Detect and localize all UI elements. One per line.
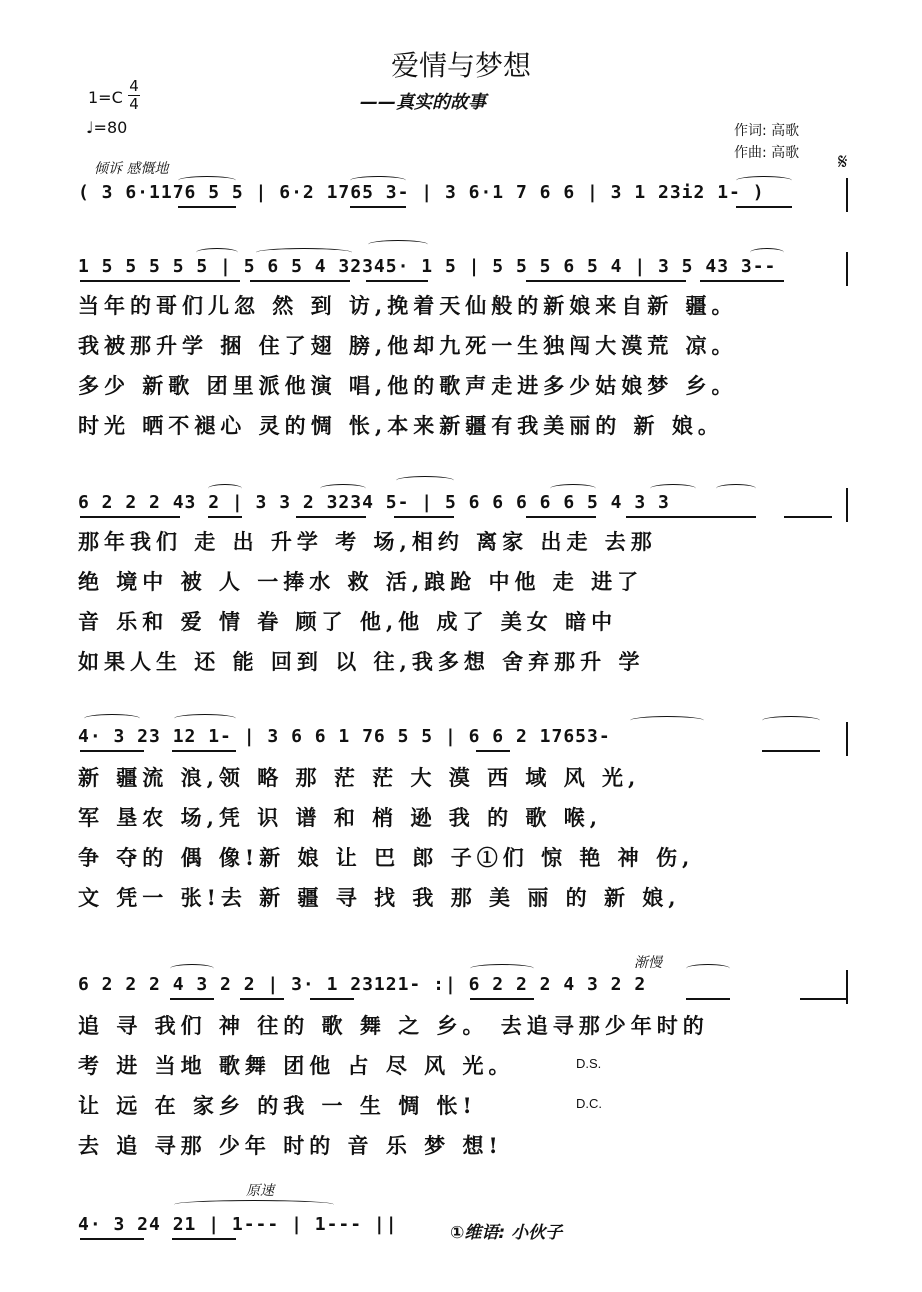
intro-expression: 倾诉 感慨地 — [94, 161, 169, 177]
music-line-3: 6 2 2 2 43 2 | 3 3 2 3234 5- | 5 6 6 6 6 6 5 4 3 3 — [78, 492, 670, 513]
lyricist-credit: 作词: 高歌 — [734, 123, 800, 139]
slur — [470, 964, 534, 973]
footnote: ①维语: 小伙子 — [450, 1223, 563, 1243]
beam-underline — [686, 998, 730, 1000]
beam-underline — [80, 750, 144, 752]
slur — [650, 484, 696, 493]
slur — [550, 484, 596, 493]
song-title: 爱情与梦想 — [390, 49, 531, 82]
lyric-line: 当年的哥们儿忽 然 到 访,挽着天仙般的新娘来自新 疆。 — [78, 293, 738, 318]
ds-marking: D.S. — [576, 1056, 602, 1071]
beam-underline — [366, 280, 428, 282]
slur — [350, 176, 406, 185]
slur — [170, 964, 214, 973]
beam-underline — [350, 206, 406, 208]
slur — [750, 248, 784, 257]
slur — [762, 716, 820, 725]
barline — [846, 252, 848, 286]
slur — [630, 716, 704, 725]
slur — [320, 484, 366, 493]
barline — [846, 722, 848, 756]
original-tempo-expression: 原速 — [246, 1183, 274, 1199]
beam-underline — [526, 280, 686, 282]
beam-underline — [784, 516, 832, 518]
beam-underline — [250, 280, 350, 282]
slur — [84, 714, 140, 723]
slur — [686, 964, 730, 973]
beam-underline — [626, 516, 756, 518]
lyric-line: 考 进 当地 歌舞 团他 占 尽 风 光。 — [78, 1053, 515, 1078]
slur — [174, 714, 236, 723]
beam-underline — [80, 280, 240, 282]
slur — [368, 240, 428, 249]
beam-underline — [476, 750, 510, 752]
lyric-line: 去 追 寻那 少年 时的 音 乐 梦 想! — [78, 1133, 503, 1158]
lyric-line: 让 远 在 家乡 的我 一 生 惆 怅! — [78, 1093, 477, 1118]
music-line-5: 6 2 2 2 4 3 2 2 | 3· 1 23121- :| 6 2 2 2 4 3 2 2 — [78, 974, 647, 995]
lyric-line: 追 寻 我们 神 往的 歌 舞 之 乡。 去追寻那少年时的 — [78, 1013, 709, 1038]
slur — [256, 248, 352, 257]
slur — [396, 476, 454, 485]
lyric-line: 如果人生 还 能 回到 以 往,我多想 舍弃那升 学 — [78, 649, 645, 674]
lyric-line: 文 凭一 张!去 新 疆 寻 找 我 那 美 丽 的 新 娘, — [78, 885, 681, 910]
beam-underline — [172, 1238, 236, 1240]
beam-underline — [172, 750, 236, 752]
song-subtitle: ——真实的故事 — [360, 92, 486, 113]
tempo-marking: ♩=80 — [86, 118, 128, 137]
slur — [178, 176, 236, 185]
beam-underline — [296, 516, 366, 518]
barline — [846, 488, 848, 522]
barline — [846, 178, 848, 212]
slur — [736, 176, 792, 185]
music-line-4: 4· 3 23 12 1- | 3 6 6 1 76 5 5 | 6 6 2 17653- — [78, 726, 611, 747]
beam-underline — [240, 998, 284, 1000]
beam-underline — [394, 516, 454, 518]
lyric-line: 音 乐和 爱 情 眷 顾了 他,他 成了 美女 暗中 — [78, 609, 618, 634]
beam-underline — [80, 516, 180, 518]
lyric-line: 我被那升学 捆 住了翅 膀,他却九死一生独闯大漠荒 凉。 — [78, 333, 738, 358]
music-line-2: 1 5 5 5 5 5 | 5 6 5 4 32345· 1 5 | 5 5 5 6 5 4 | 3 5 43 3-- — [78, 256, 777, 277]
segno-sign: 𝄋 — [838, 150, 848, 175]
time-signature — [128, 78, 140, 113]
slur — [208, 484, 242, 493]
slow-expression: 渐慢 — [634, 955, 662, 971]
beam-underline — [762, 750, 820, 752]
beam-underline — [310, 998, 354, 1000]
beam-underline — [700, 280, 784, 282]
slur — [716, 484, 756, 493]
time-signature-bottom: 4 — [129, 95, 139, 113]
music-line-6: 4· 3 24 21 | 1--- | 1--- || — [78, 1214, 398, 1235]
beam-underline — [80, 1238, 144, 1240]
lyric-line: 绝 境中 被 人 一捧水 救 活,踉跄 中他 走 进了 — [78, 569, 644, 594]
lyric-line: 新 疆流 浪,领 略 那 茫 茫 大 漠 西 域 风 光, — [78, 765, 641, 790]
key-signature: 1=C — [88, 88, 123, 107]
beam-underline — [470, 998, 534, 1000]
lyric-line: 争 夺的 偶 像!新 娘 让 巴 郎 子①们 惊 艳 神 伤, — [78, 845, 695, 870]
slur — [196, 248, 238, 257]
composer-credit: 作曲: 高歌 — [734, 145, 800, 161]
beam-underline — [208, 516, 242, 518]
lyric-line: 多少 新歌 团里派他演 唱,他的歌声走进多少姑娘梦 乡。 — [78, 373, 738, 398]
slur — [174, 1200, 334, 1209]
lyric-line: 时光 晒不褪心 灵的惆 怅,本来新疆有我美丽的 新 娘。 — [78, 413, 724, 438]
beam-underline — [178, 206, 236, 208]
time-signature-top: 4 — [129, 77, 139, 95]
lyric-line: 那年我们 走 出 升学 考 场,相约 离家 出走 去那 — [78, 529, 657, 554]
beam-underline — [170, 998, 214, 1000]
music-line-1: ( 3 6·1176 5 5 | 6·2 1765 3- | 3 6·1 7 6 6 | 3 1 23i2 1- ) — [78, 182, 765, 203]
dc-marking: D.C. — [576, 1096, 602, 1111]
lyric-line: 军 垦农 场,凭 识 谱 和 梢 逊 我 的 歌 喉, — [78, 805, 603, 830]
beam-underline — [526, 516, 596, 518]
beam-underline — [736, 206, 792, 208]
beam-underline — [800, 998, 846, 1000]
barline — [846, 970, 848, 1004]
